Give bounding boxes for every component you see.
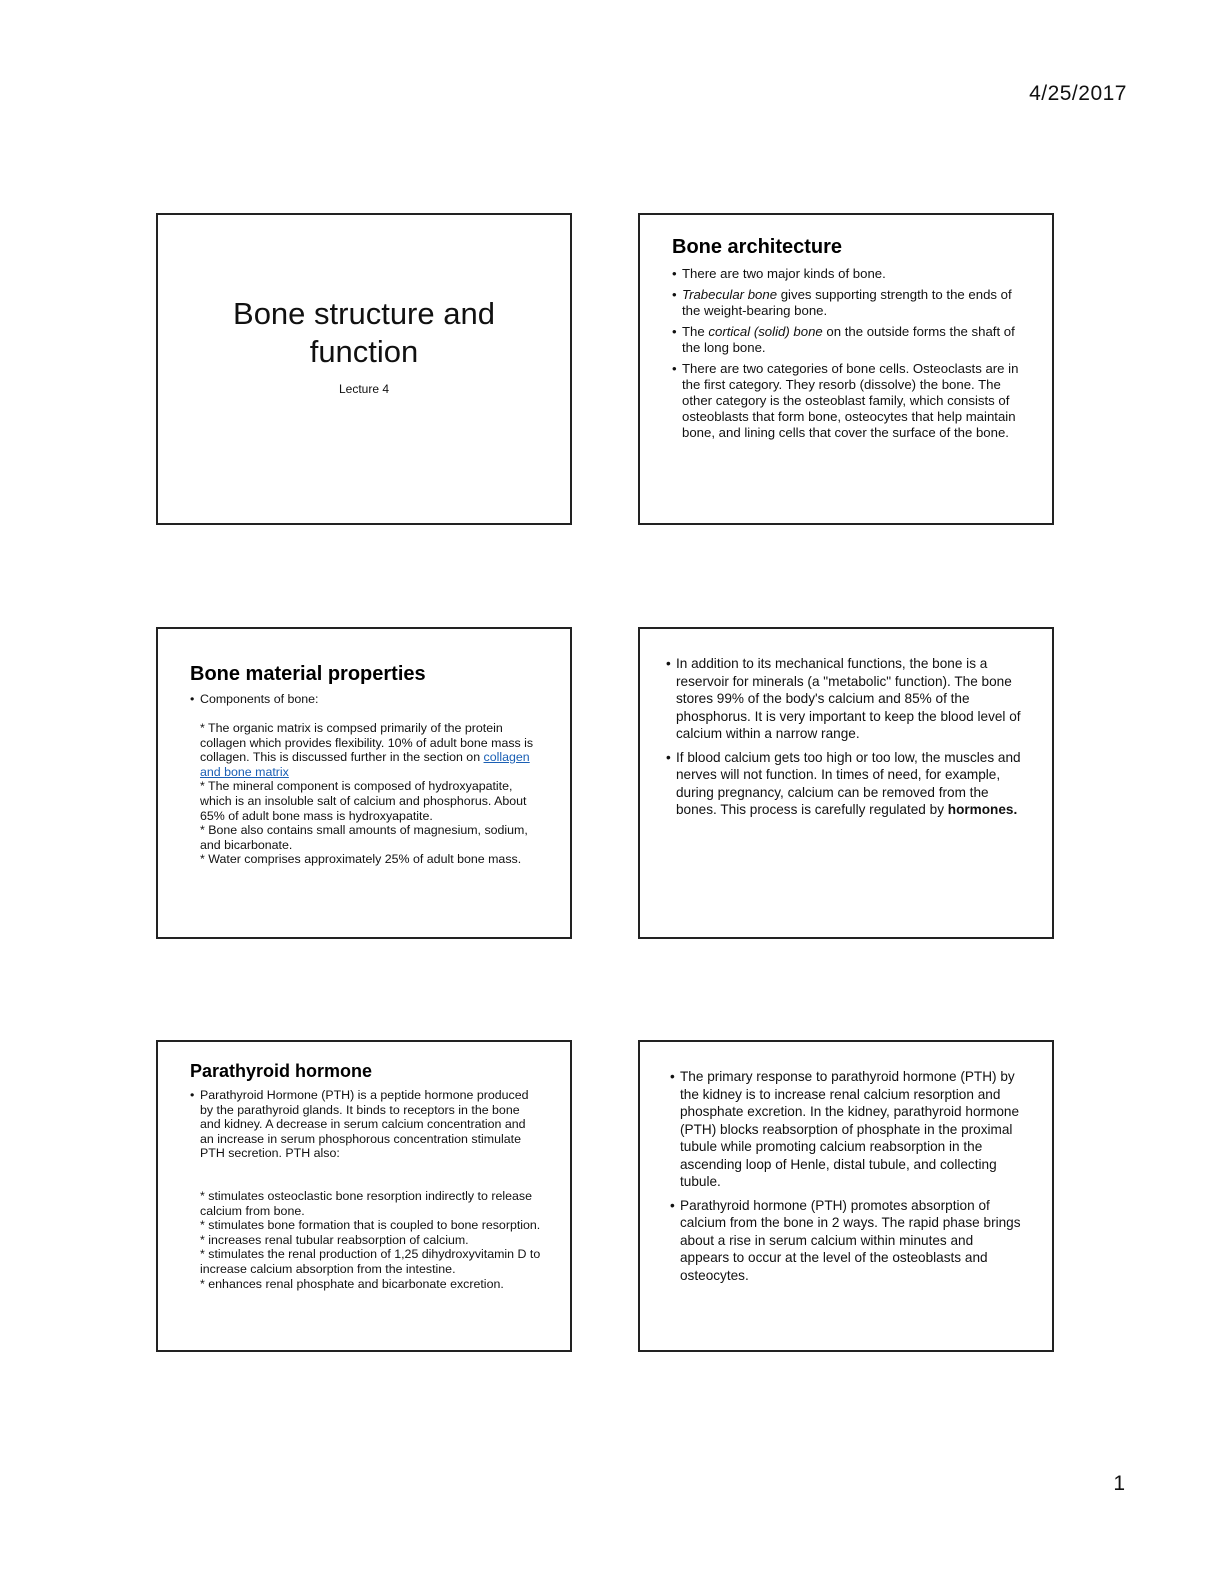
slide-3-item-mineral: * The mineral component is composed of hydroxyapatite, which is an insoluble salt of calcium and phosphorus. About 65% of adult bone mass is hydroxyapatite. — [200, 779, 527, 823]
slide-2-bullet-3 — [672, 324, 1032, 356]
slide-5-item-5: * enhances renal phosphate and bicarbonate excretion. — [200, 1276, 504, 1291]
slide-5-item-4: * stimulates the renal production of 1,25 dihydroxyvitamin D to increase calcium absorption from the intestine. — [200, 1247, 541, 1276]
slide-2-bone-architecture — [638, 213, 1054, 525]
collagen-bone-matrix-link[interactable]: collagen and bone matrix — [200, 750, 530, 779]
slide-2-bullet-3-text: on the outside forms the shaft of the long bone. — [682, 324, 1015, 355]
slide-3-item-water: * Water comprises approximately 25% of adult bone mass. — [200, 852, 522, 867]
slide-1-title-text — [158, 295, 570, 371]
slide-2-bullet-2-text: gives supporting strength to the ends of the weight-bearing bone. — [682, 287, 1012, 318]
slide-3-bullets — [190, 692, 550, 707]
slide-4-bullet-1: • In addition to its mechanical functions, the bone is a reservoir for minerals (a "metabolic" function). The bone stores 99% of the body's calcium and 85% of the phosphorus. It is very important to keep the blood level of calcium within a narrow range. — [666, 655, 1028, 743]
slide-4-metabolic-function — [638, 627, 1054, 939]
trabecular-bone-term: Trabecular bone — [682, 287, 778, 302]
slide-2-bullet-1: • There are two major kinds of bone. — [672, 266, 1032, 282]
slide-3-bullet-1: • Components of bone: — [190, 692, 550, 707]
slide-3-item-1-text: * The organic matrix is compsed primarily of the protein collagen which provides flexibility. 10% of adult bone mass is collagen. This is discussed further in the section on — [200, 721, 534, 765]
slide-1-subtitle: Lecture 4 — [338, 382, 390, 396]
slide-6-bullets — [670, 1068, 1026, 1290]
slide-5-bullets — [190, 1088, 540, 1161]
slide-5-item-2: * stimulates bone formation that is coupled to bone resorption. — [200, 1218, 541, 1233]
slide-4-bullet-2 — [666, 749, 1028, 819]
slide-2-heading: Bone architecture — [672, 236, 843, 258]
slide-2-bullet-2 — [672, 287, 1032, 319]
slide-6-bullet-1: • The primary response to parathyroid hormone (PTH) by the kidney is to increase renal calcium resorption and phosphate excretion. In the kidney, parathyroid hormone (PTH) blocks reabsorption of phosphate in the proximal tubule while promoting calcium reabsorption in the ascending loop of Henle, distal tubule, and collecting tubule. — [670, 1068, 1026, 1191]
title-line-2: function — [309, 334, 419, 369]
page-number: 1 — [1113, 1472, 1125, 1495]
slide-3-item-trace-minerals: * Bone also contains small amounts of magnesium, sodium, and bicarbonate. — [200, 823, 528, 852]
slide-5-bullet-1: • Parathyroid Hormone (PTH) is a peptide hormone produced by the parathyroid glands. It binds to receptors in the bone and kidney. A decrease in serum calcium concentration and an increase in serum phosphorous concentration stimulate PTH secretion. PTH also: — [190, 1088, 540, 1161]
slide-4-bullet-2-text: If blood calcium gets too high or too low, the muscles and nerves will not function. In times of need, for example, during pregnancy, calcium can be removed from the bones. This process is carefully regulated by — [676, 749, 1021, 817]
slide-6-bullet-2: • Parathyroid hormone (PTH) promotes absorption of calcium from the bone in 2 ways. The rapid phase brings about a rise in serum calcium within minutes and appears to occur at the level of the osteoblasts and osteocytes. — [670, 1197, 1026, 1285]
slide-5-pth-effects-list — [200, 1189, 550, 1291]
slide-6-pth-response — [638, 1040, 1054, 1352]
slide-1-title — [156, 213, 572, 525]
hormones-term: hormones. — [947, 802, 1018, 817]
slide-5-item-1: * stimulates osteoclastic bone resorption indirectly to release calcium from bone. — [200, 1189, 532, 1218]
slide-2-bullets — [672, 266, 1032, 446]
slide-5-heading: Parathyroid hormone — [190, 1061, 373, 1081]
slide-2-bullet-3-pre: The — [682, 324, 709, 339]
header-date: 4/25/2017 — [1029, 82, 1127, 105]
slide-3-components-list — [200, 721, 545, 867]
slide-5-parathyroid-hormone — [156, 1040, 572, 1352]
slide-2-bullet-4: • There are two categories of bone cells. Osteoclasts are in the first category. They resorb (dissolve) the bone. The other category is the osteoblast family, which consists of osteoblasts that form bone, osteocytes that help maintain bone, and lining cells that cover the surface of the bone. — [672, 361, 1032, 441]
slide-3-bone-material-properties — [156, 627, 572, 939]
title-line-1: Bone structure and — [233, 296, 495, 331]
slide-5-item-3: * increases renal tubular reabsorption of calcium. — [200, 1232, 469, 1247]
slide-3-heading: Bone material properties — [190, 663, 426, 685]
cortical-bone-term: cortical (solid) bone — [708, 324, 823, 339]
slide-3-item-organic-matrix — [200, 721, 545, 779]
slide-4-bullets — [666, 655, 1028, 825]
